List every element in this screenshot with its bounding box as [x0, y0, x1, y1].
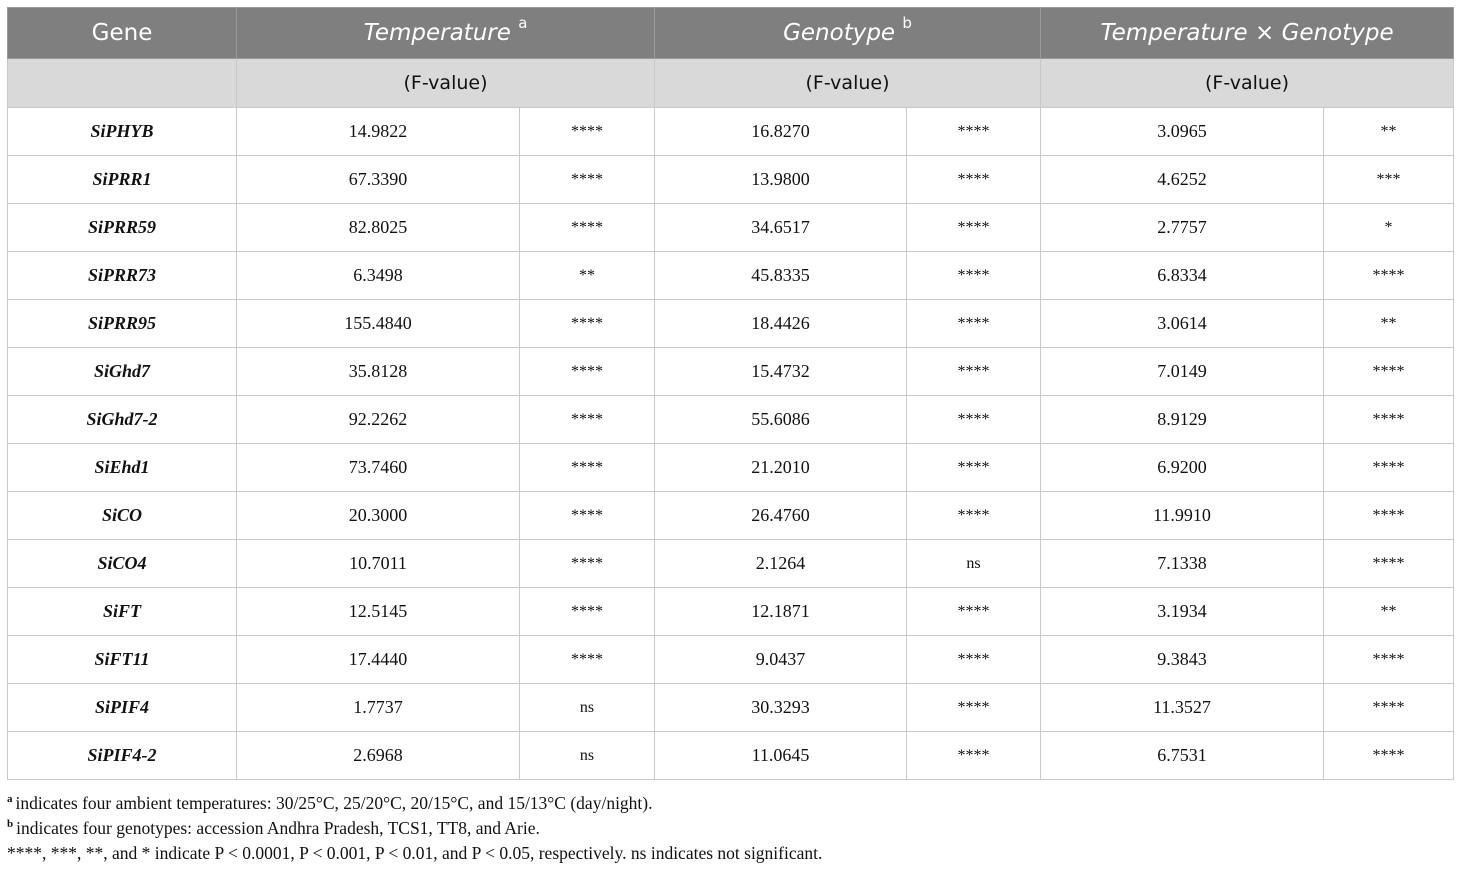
- interaction-fvalue-cell: 6.7531: [1041, 732, 1324, 780]
- temperature-significance-cell: ****: [520, 540, 655, 588]
- temperature-fvalue-cell: 10.7011: [237, 540, 520, 588]
- interaction-significance-cell: **: [1324, 108, 1454, 156]
- table-row: [8, 252, 1454, 300]
- subheader-genotype-fvalue: (F-value): [655, 59, 1041, 108]
- gene-name-cell: SiPRR1: [8, 156, 237, 204]
- header-temperature-label: Temperature: [363, 20, 511, 46]
- interaction-fvalue-cell: 3.1934: [1041, 588, 1324, 636]
- temperature-fvalue-cell: 2.6968: [237, 732, 520, 780]
- interaction-significance-cell: **: [1324, 300, 1454, 348]
- gene-name-cell: SiFT11: [8, 636, 237, 684]
- genotype-fvalue-cell: 21.2010: [655, 444, 907, 492]
- gene-name-cell: SiPRR59: [8, 204, 237, 252]
- interaction-significance-cell: ****: [1324, 396, 1454, 444]
- interaction-significance-cell: ****: [1324, 252, 1454, 300]
- temperature-significance-cell: ns: [520, 732, 655, 780]
- subheader-temperature-fvalue: (F-value): [237, 59, 655, 108]
- subheader-interaction-fvalue: (F-value): [1041, 59, 1454, 108]
- interaction-significance-cell: *: [1324, 204, 1454, 252]
- genotype-significance-cell: ****: [907, 348, 1041, 396]
- temperature-fvalue-cell: 14.9822: [237, 108, 520, 156]
- temperature-fvalue-cell: 92.2262: [237, 396, 520, 444]
- genotype-fvalue-cell: 2.1264: [655, 540, 907, 588]
- header-genotype: [655, 8, 1041, 59]
- header-temperature: [237, 8, 655, 59]
- footnote-mark: a: [7, 793, 13, 806]
- temperature-significance-cell: ns: [520, 684, 655, 732]
- footnote-marker-a: a: [518, 14, 528, 33]
- subheader-empty: [8, 59, 237, 108]
- interaction-significance-cell: ****: [1324, 492, 1454, 540]
- temperature-fvalue-cell: 35.8128: [237, 348, 520, 396]
- table-row: [8, 588, 1454, 636]
- interaction-fvalue-cell: 7.1338: [1041, 540, 1324, 588]
- footnote-marker-b: b: [902, 14, 912, 33]
- temperature-significance-cell: ****: [520, 444, 655, 492]
- gene-name-cell: SiEhd1: [8, 444, 237, 492]
- interaction-fvalue-cell: 8.9129: [1041, 396, 1324, 444]
- interaction-significance-cell: ****: [1324, 348, 1454, 396]
- interaction-fvalue-cell: 3.0614: [1041, 300, 1324, 348]
- header-gene: Gene: [8, 8, 237, 59]
- table-row: [8, 540, 1454, 588]
- interaction-significance-cell: ***: [1324, 156, 1454, 204]
- interaction-significance-cell: ****: [1324, 636, 1454, 684]
- table-row: [8, 444, 1454, 492]
- interaction-fvalue-cell: 6.9200: [1041, 444, 1324, 492]
- genotype-fvalue-cell: 55.6086: [655, 396, 907, 444]
- genotype-fvalue-cell: 12.1871: [655, 588, 907, 636]
- temperature-fvalue-cell: 82.8025: [237, 204, 520, 252]
- interaction-fvalue-cell: 9.3843: [1041, 636, 1324, 684]
- interaction-fvalue-cell: 11.9910: [1041, 492, 1324, 540]
- genotype-significance-cell: ****: [907, 636, 1041, 684]
- genotype-significance-cell: ****: [907, 732, 1041, 780]
- genotype-significance-cell: ****: [907, 252, 1041, 300]
- temperature-fvalue-cell: 73.7460: [237, 444, 520, 492]
- genotype-fvalue-cell: 45.8335: [655, 252, 907, 300]
- interaction-fvalue-cell: 6.8334: [1041, 252, 1324, 300]
- footnote-text: indicates four ambient temperatures: 30/25°C, 25/20°C, 20/15°C, and 15/13°C (day/night).: [15, 793, 653, 813]
- interaction-significance-cell: **: [1324, 588, 1454, 636]
- gene-name-cell: SiGhd7: [8, 348, 237, 396]
- table-row: [8, 156, 1454, 204]
- table-row: [8, 204, 1454, 252]
- temperature-significance-cell: ****: [520, 204, 655, 252]
- temperature-fvalue-cell: 12.5145: [237, 588, 520, 636]
- temperature-fvalue-cell: 67.3390: [237, 156, 520, 204]
- genotype-fvalue-cell: 30.3293: [655, 684, 907, 732]
- genotype-fvalue-cell: 15.4732: [655, 348, 907, 396]
- gene-name-cell: SiPIF4: [8, 684, 237, 732]
- genotype-significance-cell: ****: [907, 204, 1041, 252]
- gene-name-cell: SiCO: [8, 492, 237, 540]
- table-row: [8, 684, 1454, 732]
- interaction-fvalue-cell: 4.6252: [1041, 156, 1324, 204]
- temperature-significance-cell: ****: [520, 636, 655, 684]
- table-row: [8, 348, 1454, 396]
- temperature-significance-cell: ****: [520, 108, 655, 156]
- gene-name-cell: SiGhd7-2: [8, 396, 237, 444]
- genotype-fvalue-cell: 34.6517: [655, 204, 907, 252]
- gene-name-cell: SiCO4: [8, 540, 237, 588]
- genotype-significance-cell: ****: [907, 156, 1041, 204]
- table-row: [8, 300, 1454, 348]
- temperature-fvalue-cell: 6.3498: [237, 252, 520, 300]
- genotype-fvalue-cell: 18.4426: [655, 300, 907, 348]
- footnote-text: indicates four genotypes: accession Andhra Pradesh, TCS1, TT8, and Arie.: [16, 818, 540, 838]
- footnote-text: ****, ***, **, and * indicate P < 0.0001, P < 0.001, P < 0.01, and P < 0.05, respectively. ns indicates not significant.: [7, 843, 823, 863]
- table-footnotes: [7, 791, 822, 866]
- temperature-significance-cell: ****: [520, 492, 655, 540]
- genotype-fvalue-cell: 16.8270: [655, 108, 907, 156]
- temperature-significance-cell: ****: [520, 156, 655, 204]
- interaction-fvalue-cell: 2.7757: [1041, 204, 1324, 252]
- footnote-line: [7, 841, 822, 866]
- gene-name-cell: SiFT: [8, 588, 237, 636]
- table-row: [8, 396, 1454, 444]
- interaction-fvalue-cell: 3.0965: [1041, 108, 1324, 156]
- genotype-fvalue-cell: 9.0437: [655, 636, 907, 684]
- gene-name-cell: SiPRR95: [8, 300, 237, 348]
- header-row: [8, 8, 1454, 59]
- temperature-significance-cell: ****: [520, 588, 655, 636]
- genotype-significance-cell: ns: [907, 540, 1041, 588]
- genotype-fvalue-cell: 11.0645: [655, 732, 907, 780]
- genotype-significance-cell: ****: [907, 588, 1041, 636]
- genotype-significance-cell: ****: [907, 396, 1041, 444]
- gene-name-cell: SiPIF4-2: [8, 732, 237, 780]
- table-row: [8, 636, 1454, 684]
- temperature-fvalue-cell: 17.4440: [237, 636, 520, 684]
- anova-table: [7, 7, 1454, 780]
- genotype-fvalue-cell: 13.9800: [655, 156, 907, 204]
- subheader-row: [8, 59, 1454, 108]
- genotype-significance-cell: ****: [907, 300, 1041, 348]
- table-row: [8, 492, 1454, 540]
- header-genotype-label: Genotype: [783, 20, 896, 46]
- interaction-fvalue-cell: 11.3527: [1041, 684, 1324, 732]
- footnote-line: [7, 791, 822, 816]
- gene-name-cell: SiPHYB: [8, 108, 237, 156]
- genotype-significance-cell: ****: [907, 492, 1041, 540]
- gene-name-cell: SiPRR73: [8, 252, 237, 300]
- footnote-line: [7, 816, 822, 841]
- interaction-significance-cell: ****: [1324, 444, 1454, 492]
- temperature-significance-cell: ****: [520, 348, 655, 396]
- genotype-significance-cell: ****: [907, 444, 1041, 492]
- genotype-significance-cell: ****: [907, 684, 1041, 732]
- table-row: [8, 732, 1454, 780]
- genotype-fvalue-cell: 26.4760: [655, 492, 907, 540]
- temperature-significance-cell: ****: [520, 300, 655, 348]
- interaction-significance-cell: ****: [1324, 540, 1454, 588]
- interaction-significance-cell: ****: [1324, 684, 1454, 732]
- interaction-fvalue-cell: 7.0149: [1041, 348, 1324, 396]
- table-row: [8, 108, 1454, 156]
- genotype-significance-cell: ****: [907, 108, 1041, 156]
- header-interaction: Temperature × Genotype: [1041, 8, 1454, 59]
- interaction-significance-cell: ****: [1324, 732, 1454, 780]
- temperature-fvalue-cell: 1.7737: [237, 684, 520, 732]
- footnote-mark: b: [7, 818, 14, 831]
- temperature-fvalue-cell: 20.3000: [237, 492, 520, 540]
- table-body: [8, 108, 1454, 780]
- temperature-fvalue-cell: 155.4840: [237, 300, 520, 348]
- temperature-significance-cell: ****: [520, 396, 655, 444]
- temperature-significance-cell: **: [520, 252, 655, 300]
